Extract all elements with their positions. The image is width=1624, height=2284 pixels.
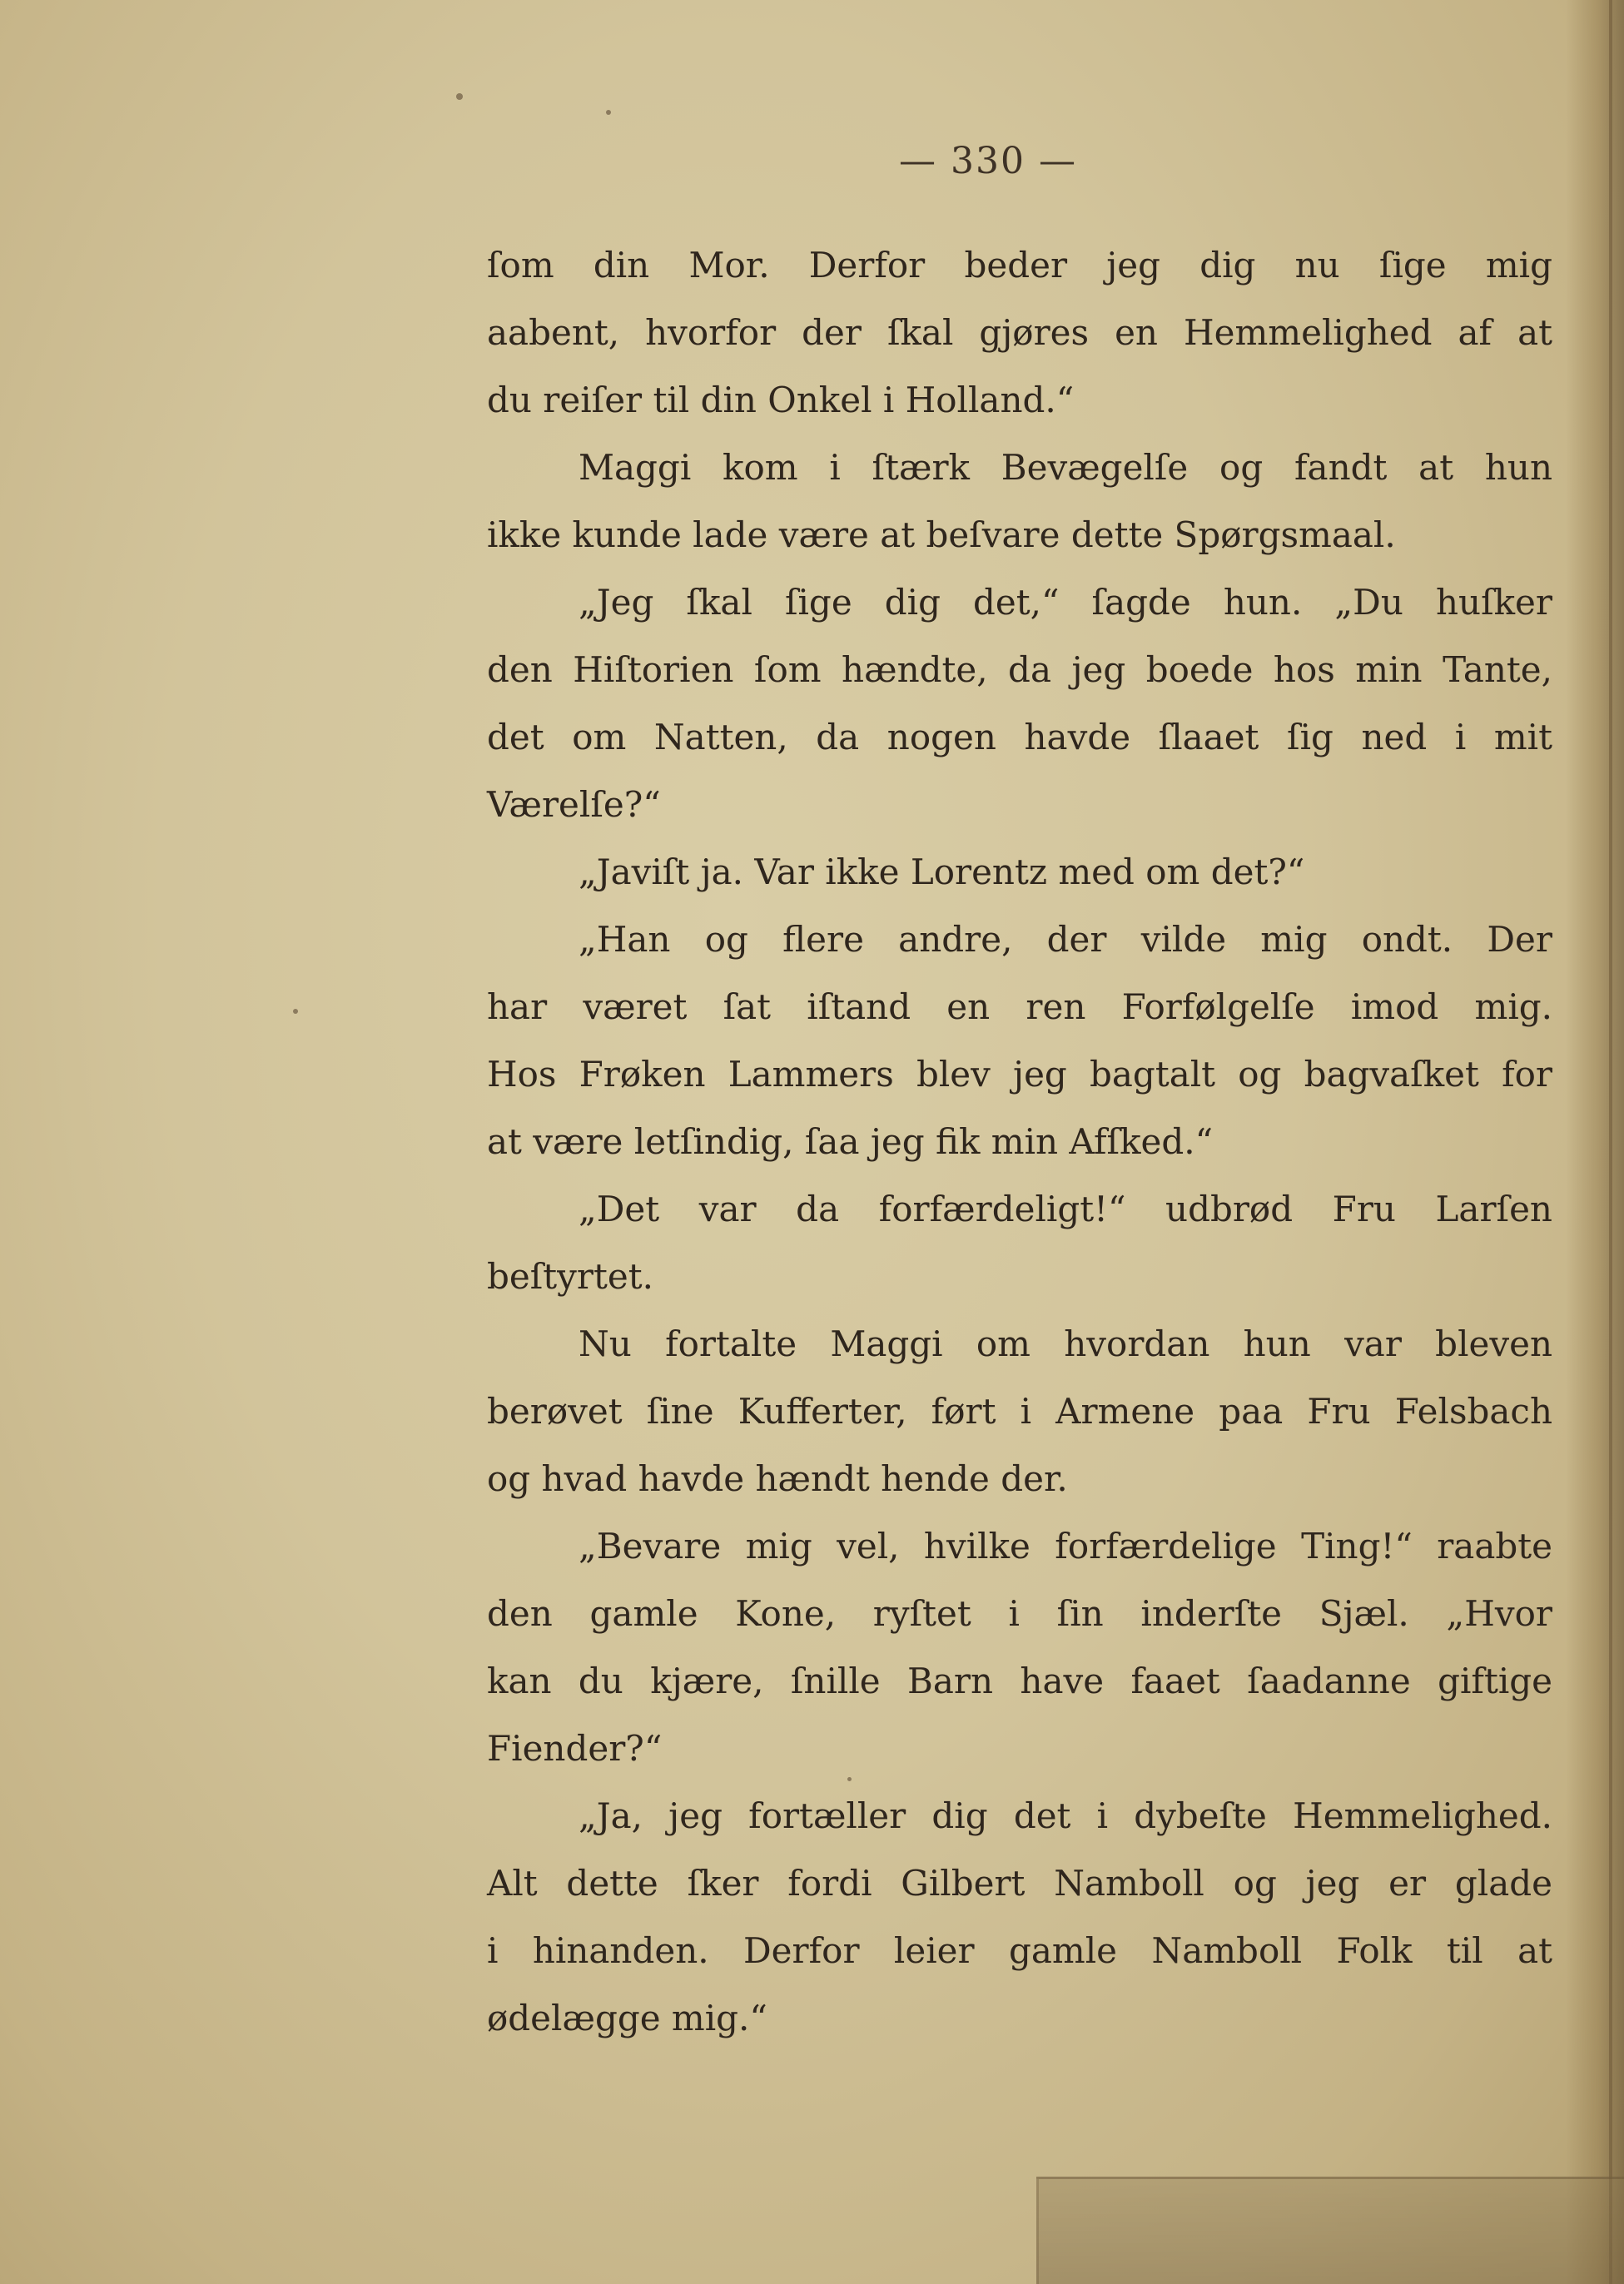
text-line: ikke kunde lade være at beſvare dette Spørgsmaal. [487,514,1396,555]
page-edge-line [1609,0,1612,2284]
text-line: Hos Frøken Lammers blev jeg bagtalt og bagvaſket for [487,1054,1552,1095]
ink-speck [293,1009,298,1014]
body-text [487,231,1552,2052]
text-line: og hvad havde hændt hende der. [487,1458,1068,1499]
page-number: — 330 — [899,140,1077,182]
page-corner-fold [1036,2177,1624,2284]
text-line: aabent, hvorfor der ſkal gjøres en Hemmelighed af at [487,312,1552,353]
text-line: den gamle Kone, ryſtet i ſin inderſte Sjæl. „Hvor [487,1593,1552,1634]
text-line: berøvet ſine Kufferter, ført i Armene paa Fru Felsbach [487,1391,1552,1432]
text-line: Alt dette ſker fordi Gilbert Namboll og jeg er glade [487,1863,1552,1904]
text-line: Maggi kom i ſtærk Bevægelſe og fandt at hun [579,447,1552,488]
text-line: Fiender?“ [487,1728,663,1769]
ink-speck [456,93,463,100]
text-line: „Bevare mig vel, hvilke forfærdelige Ting!“ raabte [579,1526,1552,1567]
text-line: „Jeg ſkal ſige dig det,“ ſagde hun. „Du huſker [579,582,1552,623]
ink-speck [606,110,611,115]
page-edge-shadow [1566,0,1624,2284]
text-line: kan du kjære, ſnille Barn have faaet ſaadanne giftige [487,1661,1552,1701]
text-line: „Han og flere andre, der vilde mig ondt. Der [579,919,1552,960]
text-line: ødelægge mig.“ [487,1998,767,2038]
text-line: ſom din Mor. Derfor beder jeg dig nu ſige mig [487,245,1552,286]
text-line: den Hiſtorien ſom hændte, da jeg boede hos min Tante, [487,649,1552,690]
text-line: Nu fortalte Maggi om hvordan hun var bleven [579,1323,1552,1364]
text-line: beſtyrtet. [487,1256,653,1297]
text-line: det om Natten, da nogen havde ſlaaet ſig ned i mit [487,717,1552,757]
text-line: har været ſat iſtand en ren Forfølgelſe imod mig. [487,986,1552,1027]
text-line: „Det var da forfærdeligt!“ udbrød Fru Larſen [579,1189,1552,1229]
text-line: i hinanden. Derfor leier gamle Namboll Folk til at [487,1930,1552,1971]
text-line: „Javiſt ja. Var ikke Lorentz med om det?“ [579,852,1305,892]
text-line: Værelſe?“ [487,784,661,825]
text-line: at være letſindig, ſaa jeg fik min Afſked.“ [487,1121,1214,1162]
text-line: du reiſer til din Onkel i Holland.“ [487,380,1075,420]
text-line: „Ja, jeg fortæller dig det i dybeſte Hemmelighed. [579,1795,1552,1836]
